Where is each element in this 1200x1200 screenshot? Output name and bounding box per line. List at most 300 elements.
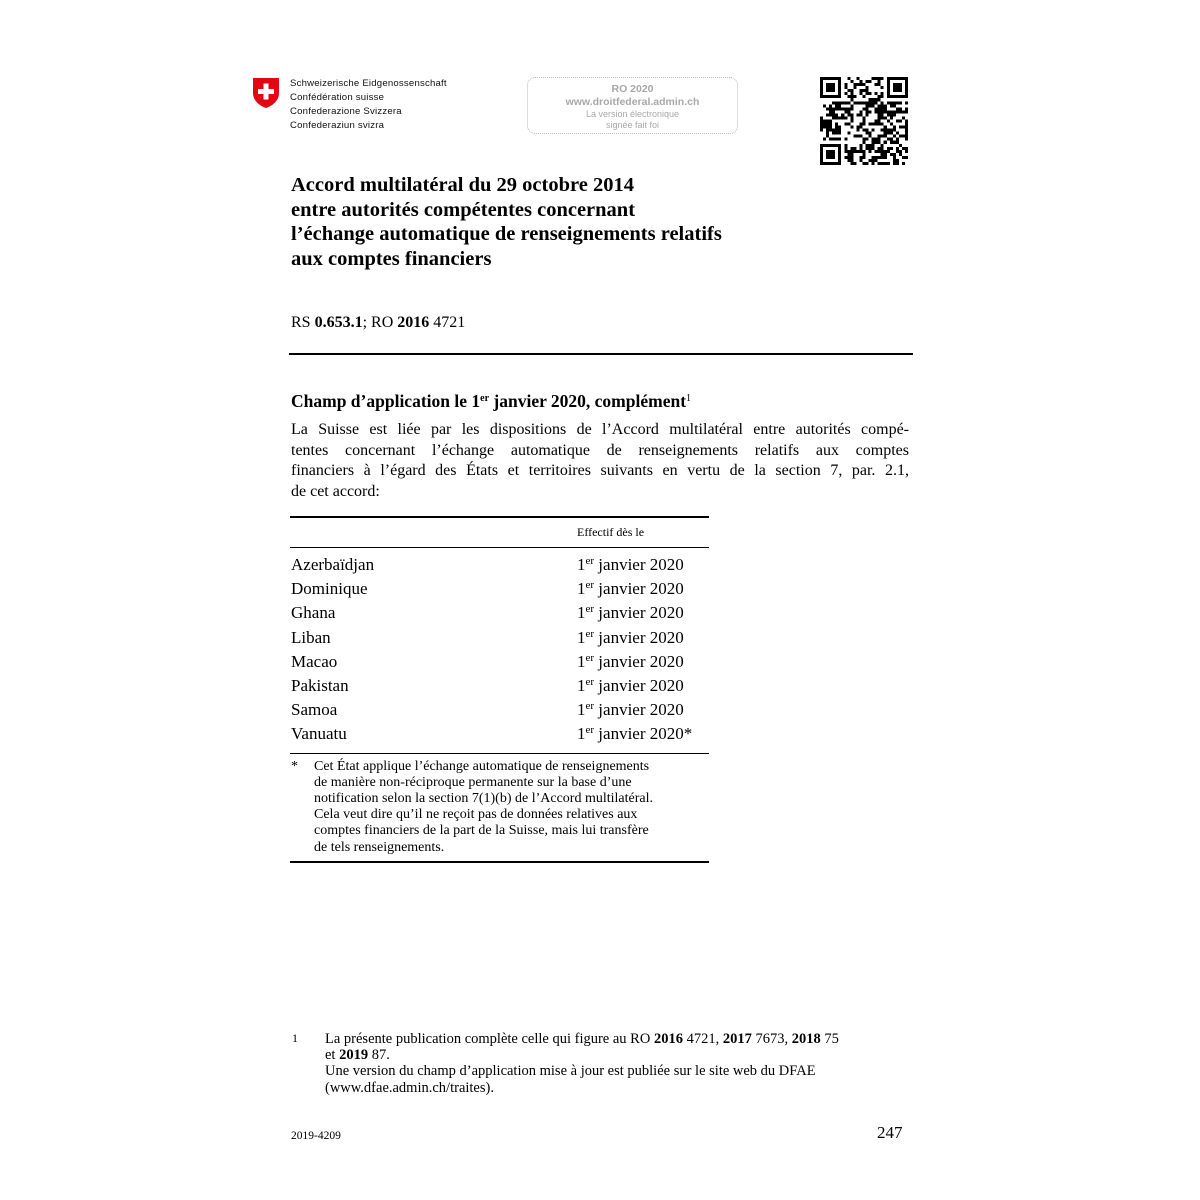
qr-module bbox=[887, 92, 890, 95]
qr-module bbox=[905, 83, 908, 86]
qr-module bbox=[875, 98, 878, 101]
qr-module bbox=[884, 104, 887, 107]
qr-module bbox=[869, 150, 872, 153]
qr-module bbox=[832, 86, 835, 89]
qr-module bbox=[875, 156, 878, 159]
qr-module bbox=[896, 141, 899, 144]
qr-module bbox=[862, 123, 865, 126]
qr-module bbox=[859, 83, 862, 86]
qr-module bbox=[881, 156, 884, 159]
qr-module bbox=[820, 123, 823, 126]
note-line: Cet État applique l’échange automatique de renseignements bbox=[314, 758, 650, 774]
qr-module bbox=[884, 132, 887, 135]
qr-module bbox=[887, 95, 890, 98]
qr-module bbox=[832, 116, 835, 119]
qr-module bbox=[902, 110, 905, 113]
stamp-website: www.droitfederal.admin.ch bbox=[565, 96, 700, 108]
qr-module bbox=[884, 107, 887, 110]
state-name: Vanuatu bbox=[291, 724, 347, 744]
footnote-line: Une version du champ d’application mise à jour est publiée sur le site web du DFAE bbox=[325, 1063, 816, 1080]
qr-module bbox=[893, 126, 896, 129]
qr-module bbox=[887, 101, 890, 104]
qr-module bbox=[862, 101, 865, 104]
qr-module bbox=[884, 141, 887, 144]
qr-module bbox=[881, 86, 884, 89]
qr-module bbox=[878, 77, 881, 80]
qr-module bbox=[875, 92, 878, 95]
qr-module bbox=[896, 159, 899, 162]
qr-module bbox=[856, 129, 859, 132]
qr-module bbox=[902, 162, 905, 165]
qr-module bbox=[896, 132, 899, 135]
date-ordinal: er bbox=[585, 651, 595, 664]
qr-module bbox=[878, 162, 881, 165]
qr-module bbox=[835, 126, 838, 129]
qr-module bbox=[829, 95, 832, 98]
qr-module bbox=[896, 83, 899, 86]
qr-module bbox=[847, 150, 850, 153]
qr-module bbox=[835, 123, 838, 126]
qr-module bbox=[878, 80, 881, 83]
qr-module bbox=[826, 77, 829, 80]
qr-module bbox=[847, 77, 850, 80]
qr-module bbox=[902, 147, 905, 150]
date-text: janvier 2020 bbox=[594, 555, 684, 574]
qr-module bbox=[896, 110, 899, 113]
qr-module bbox=[878, 135, 881, 138]
qr-module bbox=[859, 135, 862, 138]
qr-module bbox=[820, 147, 823, 150]
qr-module bbox=[902, 116, 905, 119]
qr-module bbox=[853, 86, 856, 89]
qr-module bbox=[832, 95, 835, 98]
qr-module bbox=[835, 113, 838, 116]
qr-module bbox=[878, 83, 881, 86]
qr-module bbox=[823, 126, 826, 129]
qr-module bbox=[878, 116, 881, 119]
date-text: janvier 2020 bbox=[594, 651, 684, 671]
qr-module bbox=[826, 156, 829, 159]
qr-module bbox=[859, 80, 862, 83]
qr-module bbox=[820, 77, 823, 80]
qr-module bbox=[905, 129, 908, 132]
qr-module bbox=[841, 116, 844, 119]
qr-module bbox=[850, 98, 853, 101]
qr-module bbox=[875, 123, 878, 126]
table-row bbox=[290, 554, 709, 578]
qr-module bbox=[823, 162, 826, 165]
stamp-note-line2: signée fait foi bbox=[605, 120, 660, 130]
qr-module bbox=[832, 129, 835, 132]
qr-module bbox=[881, 150, 884, 153]
qr-module bbox=[850, 153, 853, 156]
qr-module bbox=[887, 110, 890, 113]
document-title bbox=[291, 173, 911, 271]
qr-module bbox=[899, 89, 902, 92]
qr-module bbox=[844, 83, 847, 86]
qr-module bbox=[905, 132, 908, 135]
date-day: 1 bbox=[577, 675, 586, 695]
qr-module bbox=[887, 77, 890, 80]
qr-module bbox=[896, 147, 899, 150]
qr-module bbox=[829, 110, 832, 113]
qr-module bbox=[859, 110, 862, 113]
qr-module bbox=[832, 153, 835, 156]
ro-label: ; RO bbox=[362, 314, 398, 331]
qr-module bbox=[905, 138, 908, 141]
qr-module bbox=[838, 116, 841, 119]
qr-module bbox=[866, 129, 869, 132]
qr-module bbox=[850, 147, 853, 150]
qr-module bbox=[829, 86, 832, 89]
date-ordinal: er bbox=[585, 579, 595, 592]
qr-module bbox=[899, 86, 902, 89]
date-ordinal: er bbox=[585, 603, 595, 616]
qr-module bbox=[820, 95, 823, 98]
qr-module bbox=[893, 83, 896, 86]
qr-module bbox=[878, 119, 881, 122]
qr-module bbox=[844, 116, 847, 119]
date-text: janvier 2020 bbox=[594, 627, 684, 647]
intro-line: de cet accord: bbox=[291, 482, 380, 500]
qr-module bbox=[832, 83, 835, 86]
qr-module bbox=[881, 147, 884, 150]
qr-module bbox=[832, 77, 835, 80]
qr-module bbox=[869, 123, 872, 126]
qr-module bbox=[902, 135, 905, 138]
fn-page: 7673, bbox=[751, 1031, 792, 1047]
qr-module bbox=[838, 162, 841, 165]
qr-module bbox=[832, 150, 835, 153]
qr-module bbox=[832, 89, 835, 92]
fn-year: 2018 bbox=[791, 1031, 821, 1047]
qr-module bbox=[847, 110, 850, 113]
qr-module bbox=[905, 119, 908, 122]
qr-module bbox=[859, 92, 862, 95]
qr-module bbox=[866, 147, 869, 150]
qr-module bbox=[820, 162, 823, 165]
fn-page: 75 bbox=[820, 1031, 839, 1047]
qr-module bbox=[878, 138, 881, 141]
qr-module bbox=[838, 144, 841, 147]
state-name: Pakistan bbox=[291, 675, 349, 695]
qr-module bbox=[853, 101, 856, 104]
qr-module bbox=[820, 159, 823, 162]
qr-module bbox=[878, 113, 881, 116]
qr-module bbox=[862, 95, 865, 98]
qr-module bbox=[838, 86, 841, 89]
fn-page: 87. bbox=[368, 1047, 390, 1064]
qr-module bbox=[820, 126, 823, 129]
qr-module bbox=[869, 101, 872, 104]
qr-module bbox=[905, 156, 908, 159]
qr-module bbox=[872, 144, 875, 147]
qr-module bbox=[850, 159, 853, 162]
qr-module bbox=[829, 144, 832, 147]
qr-module bbox=[826, 129, 829, 132]
qr-module bbox=[893, 104, 896, 107]
qr-module bbox=[850, 107, 853, 110]
qr-module bbox=[878, 150, 881, 153]
qr-module bbox=[869, 135, 872, 138]
intro-line: tentes concernant l’échange automatique de renseignements relatifs aux comptes bbox=[291, 441, 909, 459]
qr-module bbox=[847, 101, 850, 104]
qr-module bbox=[905, 123, 908, 126]
qr-module bbox=[869, 159, 872, 162]
table-row bbox=[290, 578, 709, 602]
qr-module bbox=[887, 119, 890, 122]
qr-module bbox=[820, 129, 823, 132]
qr-module bbox=[832, 113, 835, 116]
fn-year: 2016 bbox=[653, 1031, 683, 1047]
confederation-line: Confederazione Svizzera bbox=[290, 106, 402, 117]
qr-module bbox=[890, 116, 893, 119]
qr-module bbox=[878, 104, 881, 107]
qr-module bbox=[893, 156, 896, 159]
date-day: 1 bbox=[577, 555, 586, 574]
qr-module bbox=[875, 150, 878, 153]
qr-module bbox=[875, 83, 878, 86]
qr-module bbox=[875, 141, 878, 144]
confederation-line: Confederaziun svizra bbox=[290, 120, 385, 131]
qr-module bbox=[869, 104, 872, 107]
qr-module bbox=[862, 138, 865, 141]
date-ordinal: er bbox=[585, 675, 595, 688]
qr-module bbox=[826, 107, 829, 110]
qr-module bbox=[826, 150, 829, 153]
qr-module bbox=[829, 119, 832, 122]
qr-module bbox=[856, 113, 859, 116]
qr-module bbox=[869, 147, 872, 150]
qr-module bbox=[881, 113, 884, 116]
qr-module bbox=[878, 147, 881, 150]
qr-module bbox=[884, 162, 887, 165]
qr-module bbox=[872, 159, 875, 162]
document-number: 2019-4209 bbox=[291, 1130, 341, 1142]
qr-module bbox=[856, 83, 859, 86]
qr-module bbox=[869, 110, 872, 113]
qr-module bbox=[832, 101, 835, 104]
qr-module bbox=[896, 107, 899, 110]
qr-module bbox=[893, 77, 896, 80]
qr-module bbox=[872, 123, 875, 126]
qr-module bbox=[862, 116, 865, 119]
fn-text-part: et bbox=[325, 1047, 340, 1064]
qr-module bbox=[838, 159, 841, 162]
qr-module bbox=[841, 113, 844, 116]
qr-module bbox=[838, 77, 841, 80]
qr-module bbox=[850, 89, 853, 92]
date-text: janvier 2020 bbox=[594, 675, 684, 695]
table-row bbox=[290, 651, 709, 675]
qr-module bbox=[875, 107, 878, 110]
qr-module bbox=[905, 92, 908, 95]
qr-module bbox=[829, 107, 832, 110]
qr-module bbox=[829, 156, 832, 159]
qr-module bbox=[823, 138, 826, 141]
qr-module bbox=[875, 110, 878, 113]
qr-module bbox=[853, 162, 856, 165]
qr-module bbox=[896, 89, 899, 92]
qr-module bbox=[829, 123, 832, 126]
qr-module bbox=[866, 107, 869, 110]
page-number: 247 bbox=[877, 1123, 903, 1142]
qr-module bbox=[887, 162, 890, 165]
qr-module bbox=[869, 132, 872, 135]
qr-module bbox=[835, 95, 838, 98]
qr-module bbox=[829, 153, 832, 156]
qr-module bbox=[896, 119, 899, 122]
qr-module bbox=[826, 123, 829, 126]
qr-module bbox=[896, 77, 899, 80]
qr-module bbox=[869, 80, 872, 83]
title-line: entre autorités compétentes concernant bbox=[291, 198, 636, 221]
qr-module bbox=[866, 104, 869, 107]
qr-module bbox=[850, 104, 853, 107]
qr-module bbox=[844, 101, 847, 104]
qr-module bbox=[881, 110, 884, 113]
heading-text-rest: janvier 2020, complément bbox=[489, 391, 687, 411]
qr-module bbox=[887, 129, 890, 132]
qr-module bbox=[859, 144, 862, 147]
qr-module bbox=[847, 95, 850, 98]
qr-module bbox=[884, 126, 887, 129]
qr-module bbox=[899, 110, 902, 113]
heading-text: Champ d’application le 1 bbox=[291, 391, 481, 411]
qr-module bbox=[890, 113, 893, 116]
stamp-ro-line: RO 2020 bbox=[611, 83, 654, 95]
table-note-text bbox=[314, 759, 706, 856]
qr-module bbox=[832, 110, 835, 113]
qr-module bbox=[820, 144, 823, 147]
effective-date bbox=[577, 724, 692, 744]
qr-module bbox=[844, 144, 847, 147]
qr-module bbox=[902, 95, 905, 98]
qr-module bbox=[862, 150, 865, 153]
qr-module bbox=[862, 141, 865, 144]
qr-module bbox=[899, 77, 902, 80]
qr-module bbox=[869, 144, 872, 147]
qr-module bbox=[820, 86, 823, 89]
qr-module bbox=[899, 153, 902, 156]
qr-module bbox=[829, 104, 832, 107]
qr-module bbox=[820, 89, 823, 92]
confederation-line: Confédération suisse bbox=[290, 92, 385, 103]
table-header bbox=[290, 518, 709, 547]
effective-date bbox=[577, 700, 684, 720]
effective-date bbox=[577, 652, 684, 672]
qr-module bbox=[844, 110, 847, 113]
qr-module bbox=[890, 101, 893, 104]
qr-module bbox=[850, 150, 853, 153]
qr-module bbox=[835, 116, 838, 119]
qr-module bbox=[899, 83, 902, 86]
qr-module bbox=[887, 138, 890, 141]
qr-module bbox=[844, 156, 847, 159]
qr-module bbox=[859, 126, 862, 129]
qr-module bbox=[875, 159, 878, 162]
qr-module bbox=[884, 150, 887, 153]
fn-year: 2017 bbox=[722, 1031, 752, 1047]
qr-module bbox=[856, 77, 859, 80]
note-line: Cela veut dire qu’il ne reçoit pas de données relatives aux bbox=[314, 807, 638, 823]
qr-module bbox=[829, 113, 832, 116]
qr-module bbox=[823, 104, 826, 107]
qr-module bbox=[866, 144, 869, 147]
qr-module bbox=[820, 150, 823, 153]
note-line: comptes financiers de la part de la Suisse, mais lui transfère bbox=[314, 823, 649, 839]
date-text: janvier 2020 bbox=[594, 603, 684, 623]
qr-module bbox=[872, 162, 875, 165]
qr-module bbox=[850, 80, 853, 83]
qr-module bbox=[862, 162, 865, 165]
qr-module bbox=[838, 138, 841, 141]
date-text: janvier 2020 bbox=[594, 579, 684, 599]
qr-module bbox=[890, 123, 893, 126]
qr-module bbox=[872, 138, 875, 141]
qr-module bbox=[838, 89, 841, 92]
qr-module bbox=[872, 147, 875, 150]
qr-module bbox=[838, 92, 841, 95]
qr-module bbox=[835, 144, 838, 147]
qr-module bbox=[866, 89, 869, 92]
intro-paragraph bbox=[291, 420, 909, 502]
table-body bbox=[290, 548, 709, 753]
column-header-effective-date: Effectif dès le bbox=[577, 525, 645, 539]
qr-module bbox=[872, 98, 875, 101]
qr-module bbox=[820, 119, 823, 122]
qr-module bbox=[881, 162, 884, 165]
date-day: 1 bbox=[577, 579, 586, 599]
qr-module bbox=[853, 83, 856, 86]
fn-page: 4721, bbox=[682, 1031, 723, 1047]
ro-year: 2016 bbox=[397, 314, 430, 331]
qr-module bbox=[838, 104, 841, 107]
qr-module bbox=[826, 89, 829, 92]
qr-module bbox=[829, 162, 832, 165]
title-line: Accord multilatéral du 29 octobre 2014 bbox=[291, 174, 634, 196]
electronic-signature-stamp bbox=[527, 77, 738, 134]
qr-module bbox=[856, 101, 859, 104]
qr-module bbox=[881, 77, 884, 80]
qr-module bbox=[893, 89, 896, 92]
qr-module bbox=[859, 150, 862, 153]
qr-module bbox=[884, 135, 887, 138]
footnote-reference[interactable]: 1 bbox=[686, 393, 692, 404]
qr-module bbox=[896, 95, 899, 98]
qr-module bbox=[835, 132, 838, 135]
qr-module bbox=[884, 129, 887, 132]
qr-module bbox=[850, 95, 853, 98]
date-day: 1 bbox=[577, 700, 586, 720]
qr-module bbox=[899, 95, 902, 98]
qr-module bbox=[847, 159, 850, 162]
qr-module bbox=[875, 77, 878, 80]
qr-module bbox=[893, 95, 896, 98]
section-heading bbox=[291, 391, 691, 412]
qr-module bbox=[878, 95, 881, 98]
qr-module bbox=[887, 89, 890, 92]
qr-module bbox=[832, 162, 835, 165]
qr-module bbox=[893, 129, 896, 132]
table-bottom-rule bbox=[290, 861, 709, 863]
rs-label: RS bbox=[291, 314, 315, 331]
qr-module bbox=[905, 126, 908, 129]
qr-module bbox=[878, 98, 881, 101]
heading-ordinal: er bbox=[480, 393, 490, 404]
qr-module bbox=[850, 156, 853, 159]
qr-module bbox=[859, 113, 862, 116]
